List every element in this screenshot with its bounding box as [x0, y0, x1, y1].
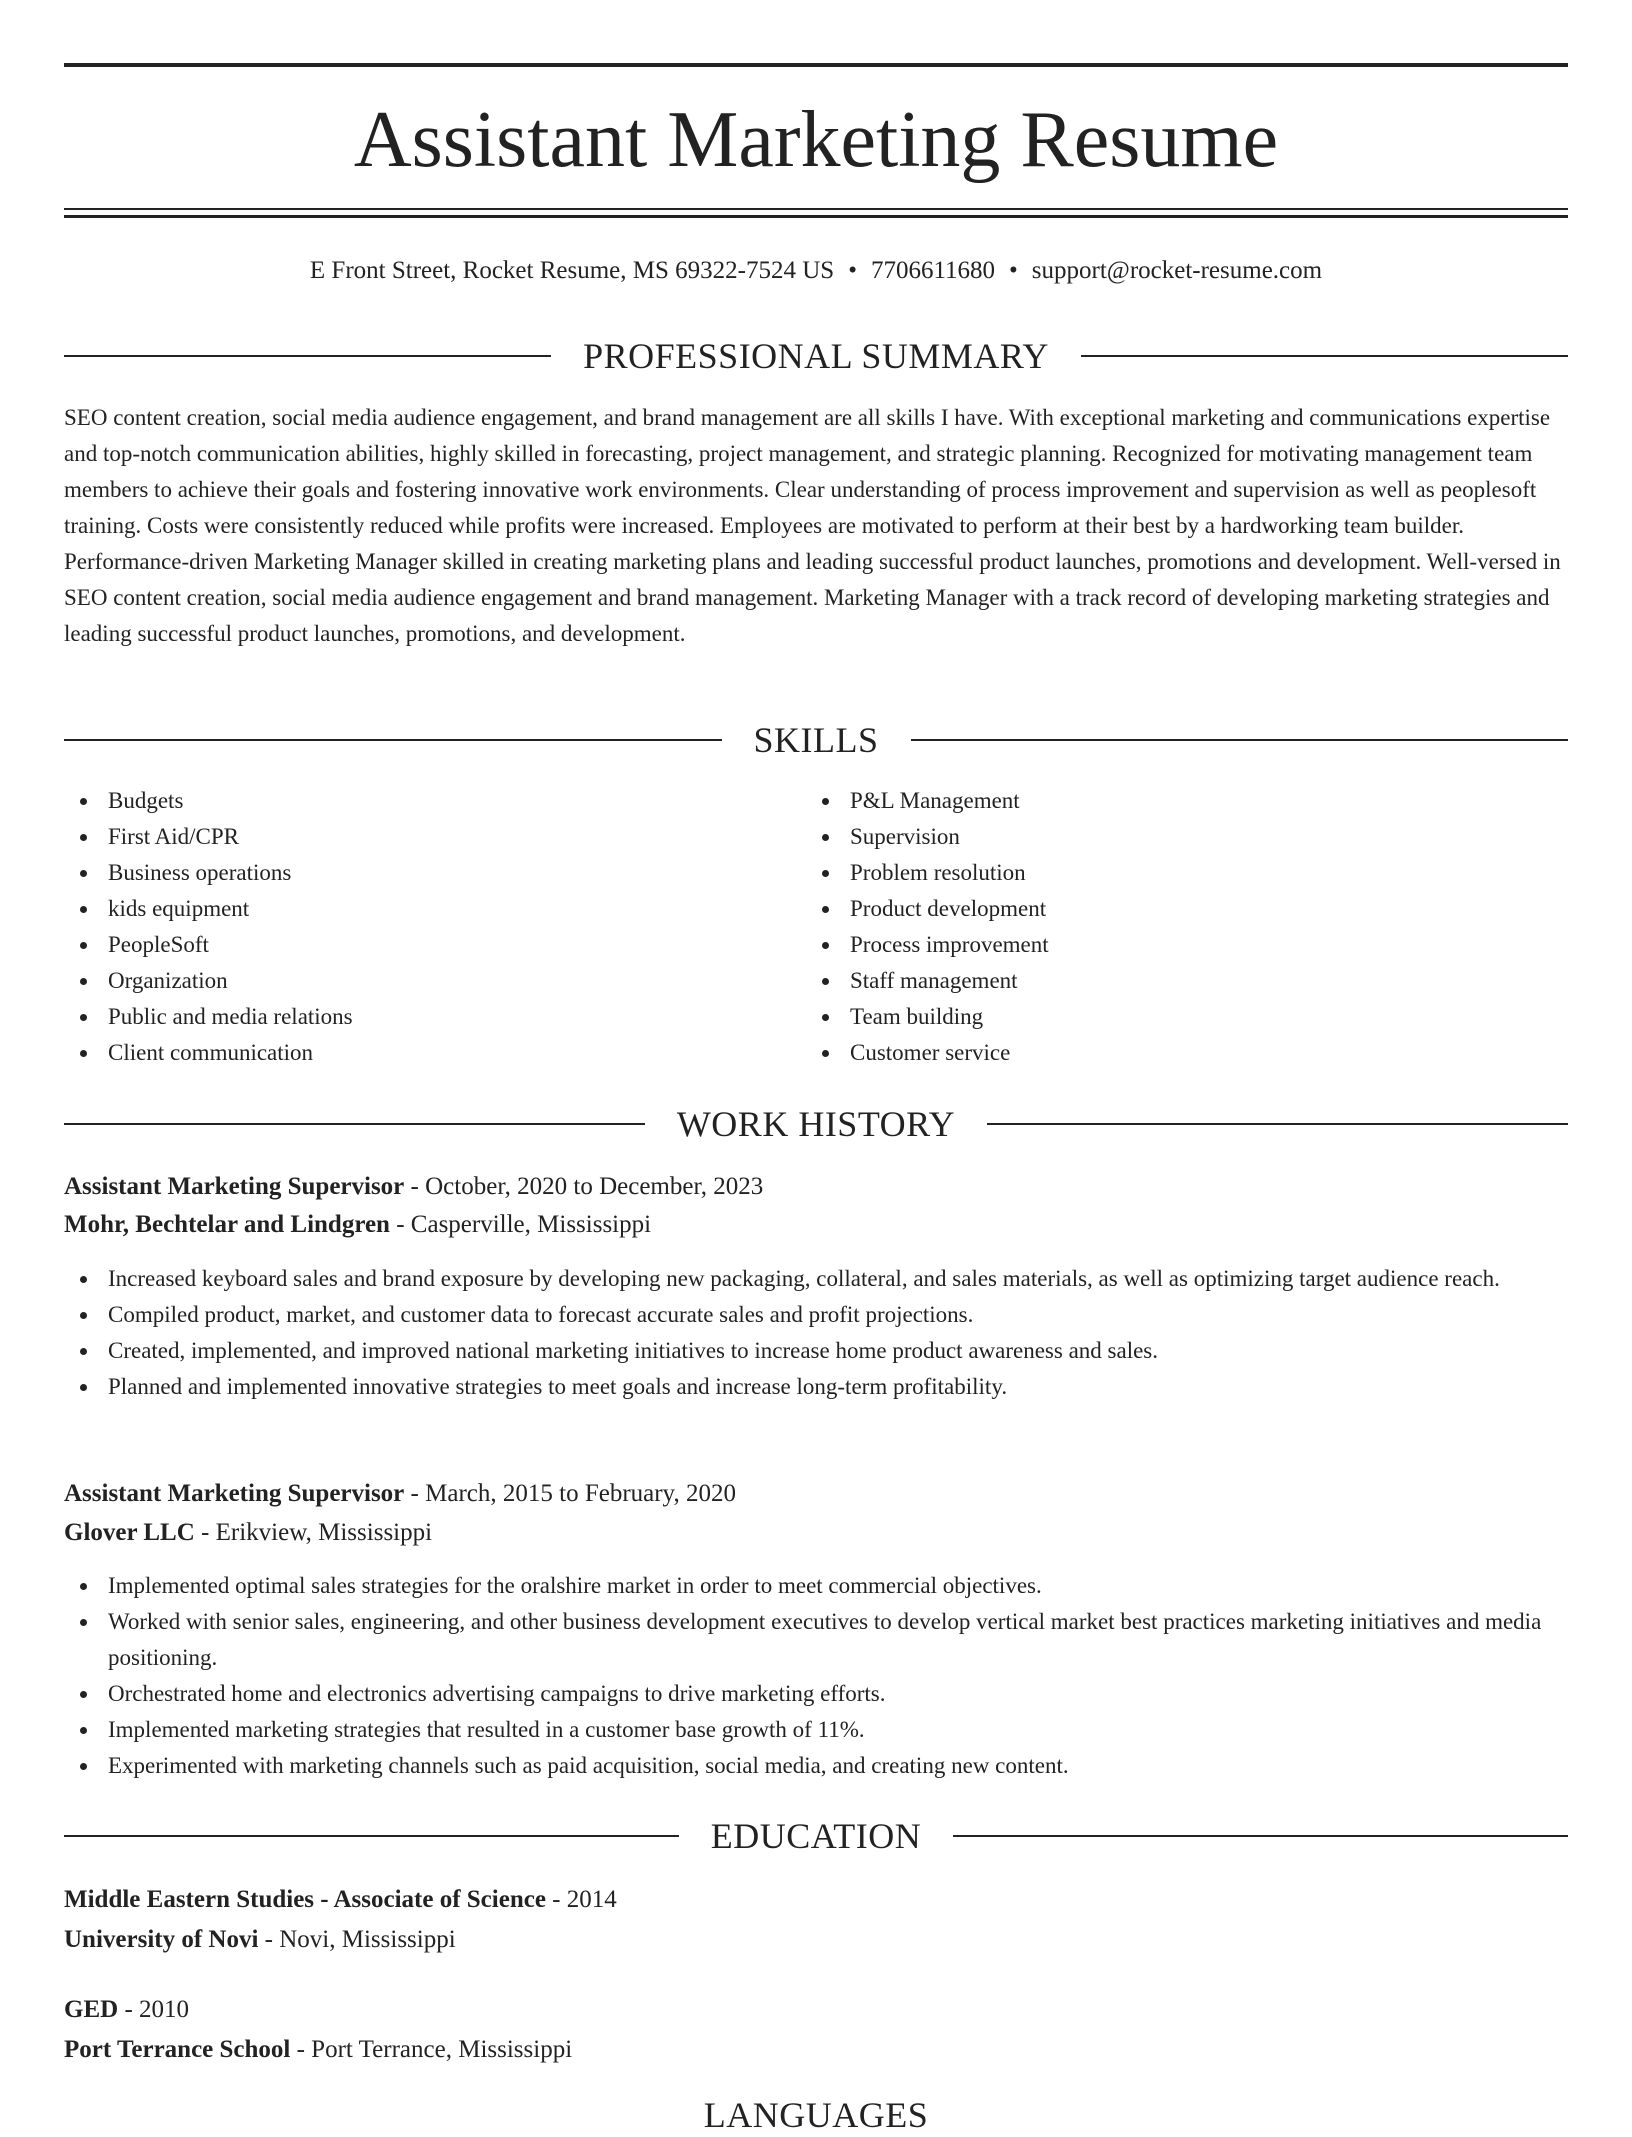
skill-item: Customer service: [806, 1035, 1506, 1071]
job-duty-item: Implemented marketing strategies that resulted in a customer base growth of 11%.: [64, 1712, 1568, 1748]
education-school-line: [64, 1921, 1568, 1959]
job-company: Glover LLC: [64, 1519, 195, 1546]
resume-title: Assistant Marketing Resume: [353, 96, 1279, 184]
section-title-skills: SKILLS: [753, 720, 879, 760]
education-degree-line: [64, 1991, 1568, 2029]
contact-phone[interactable]: 7706611680: [870, 257, 996, 284]
top-rule: [64, 63, 1568, 67]
skill-item: First Aid/CPR: [64, 819, 764, 855]
contact-line: [64, 254, 1568, 288]
job-duty-item: Created, implemented, and improved national marketing initiatives to increase home product awareness and sales.: [64, 1333, 1568, 1369]
contact-address: E Front Street, Rocket Resume, MS 69322-7524 US: [309, 257, 835, 284]
skill-item: Business operations: [64, 855, 764, 891]
contact-separator: •: [1009, 257, 1018, 284]
education-location: - Port Terrance, Mississippi: [290, 2036, 573, 2063]
job-dates: - October, 2020 to December, 2023: [404, 1173, 764, 1200]
section-divider: [953, 1835, 1568, 1837]
skill-item: Team building: [806, 999, 1506, 1035]
job-duty-item: Compiled product, market, and customer data to forecast accurate sales and profit projections.: [64, 1297, 1568, 1333]
skill-item: Budgets: [64, 783, 764, 819]
section-header-summary: [64, 334, 1568, 378]
section-header-skills: [64, 718, 1568, 762]
job-duty-item: Planned and implemented innovative strategies to meet goals and increase long-term profitability.: [64, 1369, 1568, 1405]
contact-separator: •: [848, 257, 857, 284]
education-school-line: [64, 2031, 1568, 2069]
job-company-line: [64, 1514, 1568, 1552]
section-title-education: EDUCATION: [710, 1816, 922, 1856]
skill-item: PeopleSoft: [64, 927, 764, 963]
section-divider: [64, 739, 722, 741]
skill-item: P&L Management: [806, 783, 1506, 819]
job-title-line: [64, 1475, 1568, 1513]
education-school: Port Terrance School: [64, 2036, 291, 2063]
job-dates: - March, 2015 to February, 2020: [404, 1480, 736, 1507]
section-divider: [1081, 355, 1568, 357]
job-duty-item: Implemented optimal sales strategies for the oralshire market in order to meet commercial objectives.: [64, 1568, 1568, 1604]
skill-item: Supervision: [806, 819, 1506, 855]
contact-email[interactable]: support@rocket-resume.com: [1031, 257, 1323, 284]
education-degree: Middle Eastern Studies - Associate of Science: [64, 1886, 546, 1913]
section-divider: [911, 739, 1569, 741]
skill-item: Product development: [806, 891, 1506, 927]
job-location: - Erikview, Mississippi: [194, 1519, 433, 1546]
job-title: Assistant Marketing Supervisor: [64, 1480, 405, 1507]
job-duties-list: [64, 1261, 1568, 1405]
section-divider: [64, 1123, 645, 1125]
job-title: Assistant Marketing Supervisor: [64, 1173, 405, 1200]
section-title-languages: LANGUAGES: [703, 2095, 929, 2135]
education-year: - 2014: [545, 1886, 617, 1913]
skill-item: Staff management: [806, 963, 1506, 999]
job-duty-item: Experimented with marketing channels such as paid acquisition, social media, and creating new content.: [64, 1748, 1568, 1784]
section-header-education: [64, 1814, 1568, 1858]
job-duty-item: Increased keyboard sales and brand exposure by developing new packaging, collateral, and sales materials, as well as optimizing target audience reach.: [64, 1261, 1568, 1297]
section-divider: [64, 355, 551, 357]
section-divider: [64, 1835, 679, 1837]
skill-item: Public and media relations: [64, 999, 764, 1035]
job-company-line: [64, 1206, 1568, 1244]
skill-item: Organization: [64, 963, 764, 999]
education-location: - Novi, Mississippi: [258, 1926, 456, 1953]
title-rule-lower: [64, 215, 1568, 218]
section-title-work: WORK HISTORY: [676, 1104, 956, 1144]
section-header-work: [64, 1102, 1568, 1146]
skill-item: Process improvement: [806, 927, 1506, 963]
education-year: - 2010: [118, 1996, 190, 2023]
skill-item: Problem resolution: [806, 855, 1506, 891]
job-title-line: [64, 1168, 1568, 1206]
summary-text: SEO content creation, social media audience engagement, and brand management are all skills I have. With exceptional marketing and communications expertise and top-notch communication abilities, highly skilled in forecasting, project management, and strategic planning. Recognized for motivating management team members to achieve their goals and fostering innovative work environments. Clear understanding of process improvement and supervision as well as peoplesoft training. Costs were consistently reduced while profits were increased. Employees are motivated to perform at their best by a hardworking team builder. Performance-driven Marketing Manager skilled in creating marketing plans and leading successful product launches, promotions and development. Well-versed in SEO content creation, social media audience engagement and brand management. Marketing Manager with a track record of developing marketing strategies and leading successful product launches, promotions, and development.: [64, 405, 1561, 646]
job-duty-item: Orchestrated home and electronics advertising campaigns to drive marketing efforts.: [64, 1676, 1568, 1712]
job-company: Mohr, Bechtelar and Lindgren: [64, 1211, 390, 1238]
skill-item: kids equipment: [64, 891, 764, 927]
section-divider: [987, 1123, 1568, 1125]
job-duty-item: Worked with senior sales, engineering, and other business development executives to develop vertical market best practices marketing initiatives and media positioning.: [64, 1604, 1568, 1676]
education-school: University of Novi: [64, 1926, 259, 1953]
skills-list-right: [806, 783, 1506, 1071]
section-title-summary: PROFESSIONAL SUMMARY: [583, 336, 1049, 376]
title-rule-upper: [64, 208, 1568, 210]
skills-list-left: [64, 783, 764, 1071]
section-header-languages: [64, 2093, 1568, 2137]
job-duties-list: [64, 1568, 1568, 1784]
job-location: - Casperville, Mississippi: [389, 1211, 652, 1238]
skill-item: Client communication: [64, 1035, 764, 1071]
education-degree-line: [64, 1881, 1568, 1919]
education-degree: GED: [64, 1996, 119, 2023]
